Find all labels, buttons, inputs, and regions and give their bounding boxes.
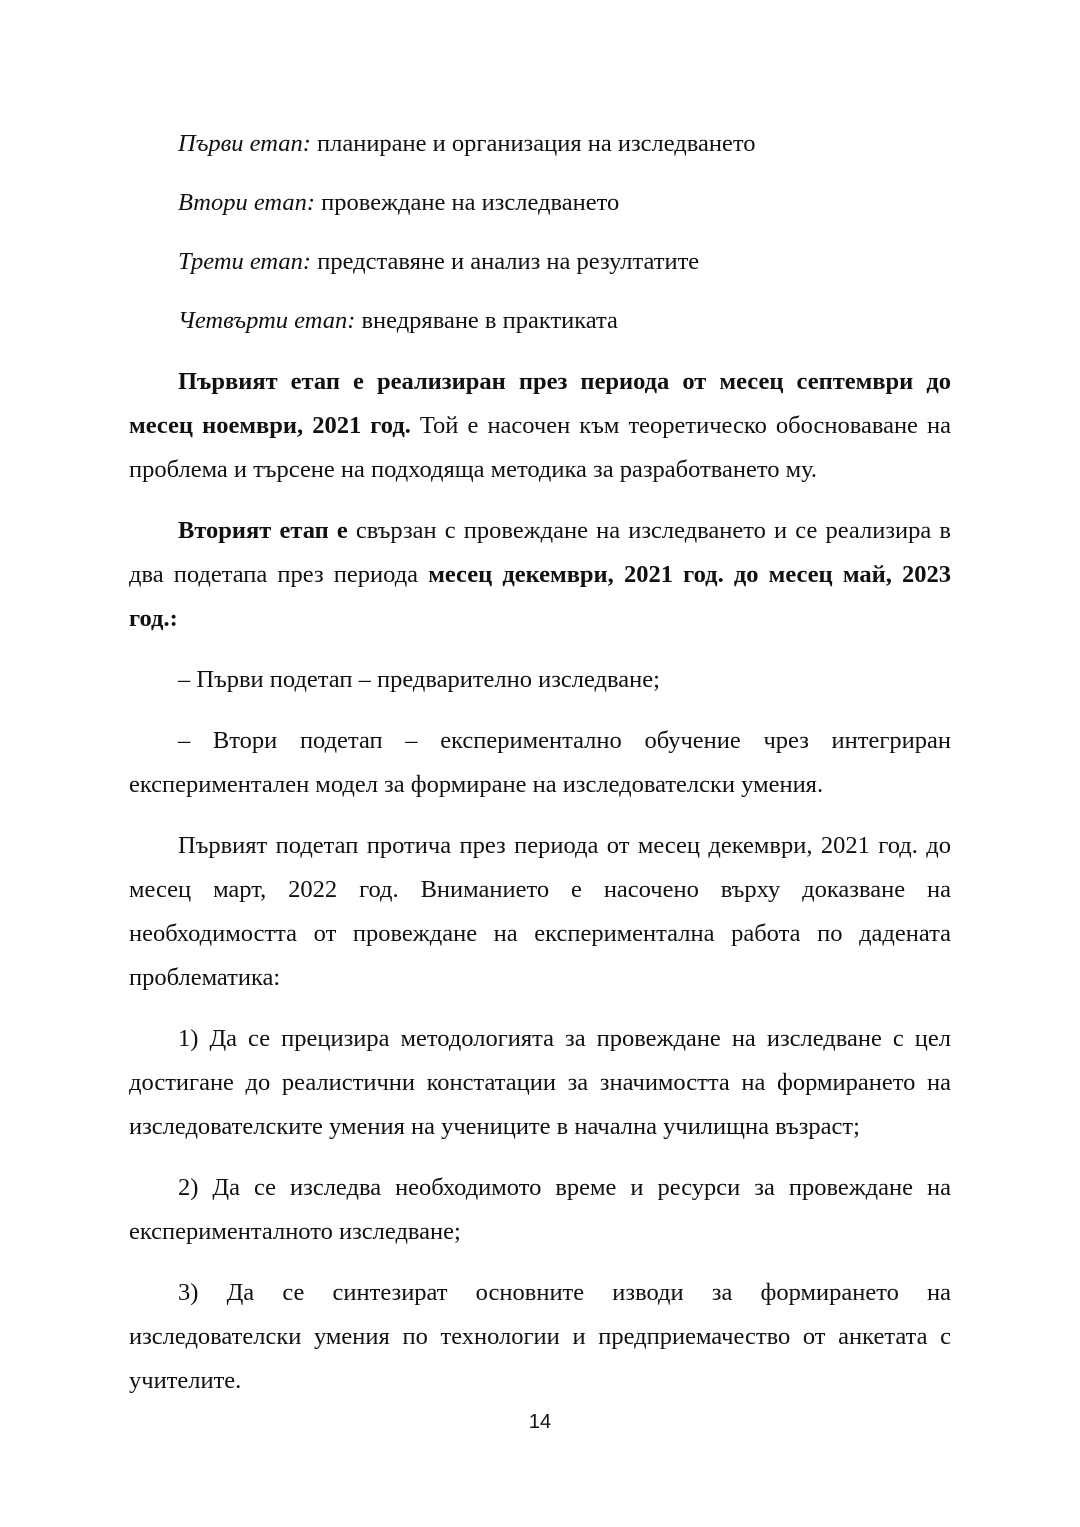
stage1-bold-lead: Първият етап е реализиран през периода от месец септември до месец ноември, 2021 год. (129, 368, 951, 439)
stage-text: провеждане на изследването (315, 189, 620, 216)
stage-text: внедряване в практиката (355, 307, 618, 334)
stage1-paragraph (129, 360, 951, 492)
stage-label: Четвърти етап: (178, 307, 356, 334)
substage-text: – Втори подетап – експериментално обучение чрез интегриран експериментален модел за формиране на изследователски умения. (129, 727, 951, 798)
page-body (129, 122, 951, 1403)
stage-label: Трети етап: (178, 248, 312, 275)
substage-item (129, 658, 951, 702)
substage1-paragraph (129, 824, 951, 1000)
task-text: 1) Да се прецизира методологията за провеждане на изследване с цел достигане до реалистични констатации за значимостта на формирането на изследователските умения на учениците в начална училищна възраст; (129, 1025, 951, 1140)
task-item (129, 1166, 951, 1254)
substage-text: – Първи подетап – предварително изследване; (178, 666, 660, 693)
stage1-text: Той е насочен към теоретическо обосноваване на проблема и търсене на подходяща методика за разработването му. (129, 412, 951, 483)
stage-item (129, 122, 951, 166)
stage-text: представяне и анализ на резултатите (311, 248, 700, 275)
task-item (129, 1271, 951, 1403)
substage-item (129, 719, 951, 807)
stage-item (129, 240, 951, 284)
substage1-text: Първият подетап протича през периода от месец декември, 2021 год. до месец март, 2022 год. Вниманието е насочено върху доказване на необходимостта от провеждане на експериментална работа по дадената проблематика: (129, 832, 951, 991)
stage-item (129, 181, 951, 225)
stage2-bold-period: месец декември, 2021 год. до месец май, 2023 год.: (129, 561, 951, 632)
stage2-bold-lead: Вторият етап е (178, 517, 348, 544)
stage-label: Втори етап: (178, 189, 316, 216)
page-number: 14 (528, 1411, 552, 1433)
stage-item (129, 299, 951, 343)
task-item (129, 1017, 951, 1149)
stage-label: Първи етап: (178, 130, 311, 157)
task-text: 3) Да се синтезират основните изводи за формирането на изследователски умения по технологии и предприемачество от анкетата с учителите. (129, 1279, 951, 1394)
stage2-text: свързан с провеждане на изследването и се реализира в два подетапа през периода (129, 517, 951, 588)
task-text: 2) Да се изследва необходимото време и ресурси за провеждане на експерименталното изследване; (129, 1174, 951, 1245)
stage-text: планиране и организация на изследването (310, 130, 756, 157)
stage2-paragraph (129, 509, 951, 641)
